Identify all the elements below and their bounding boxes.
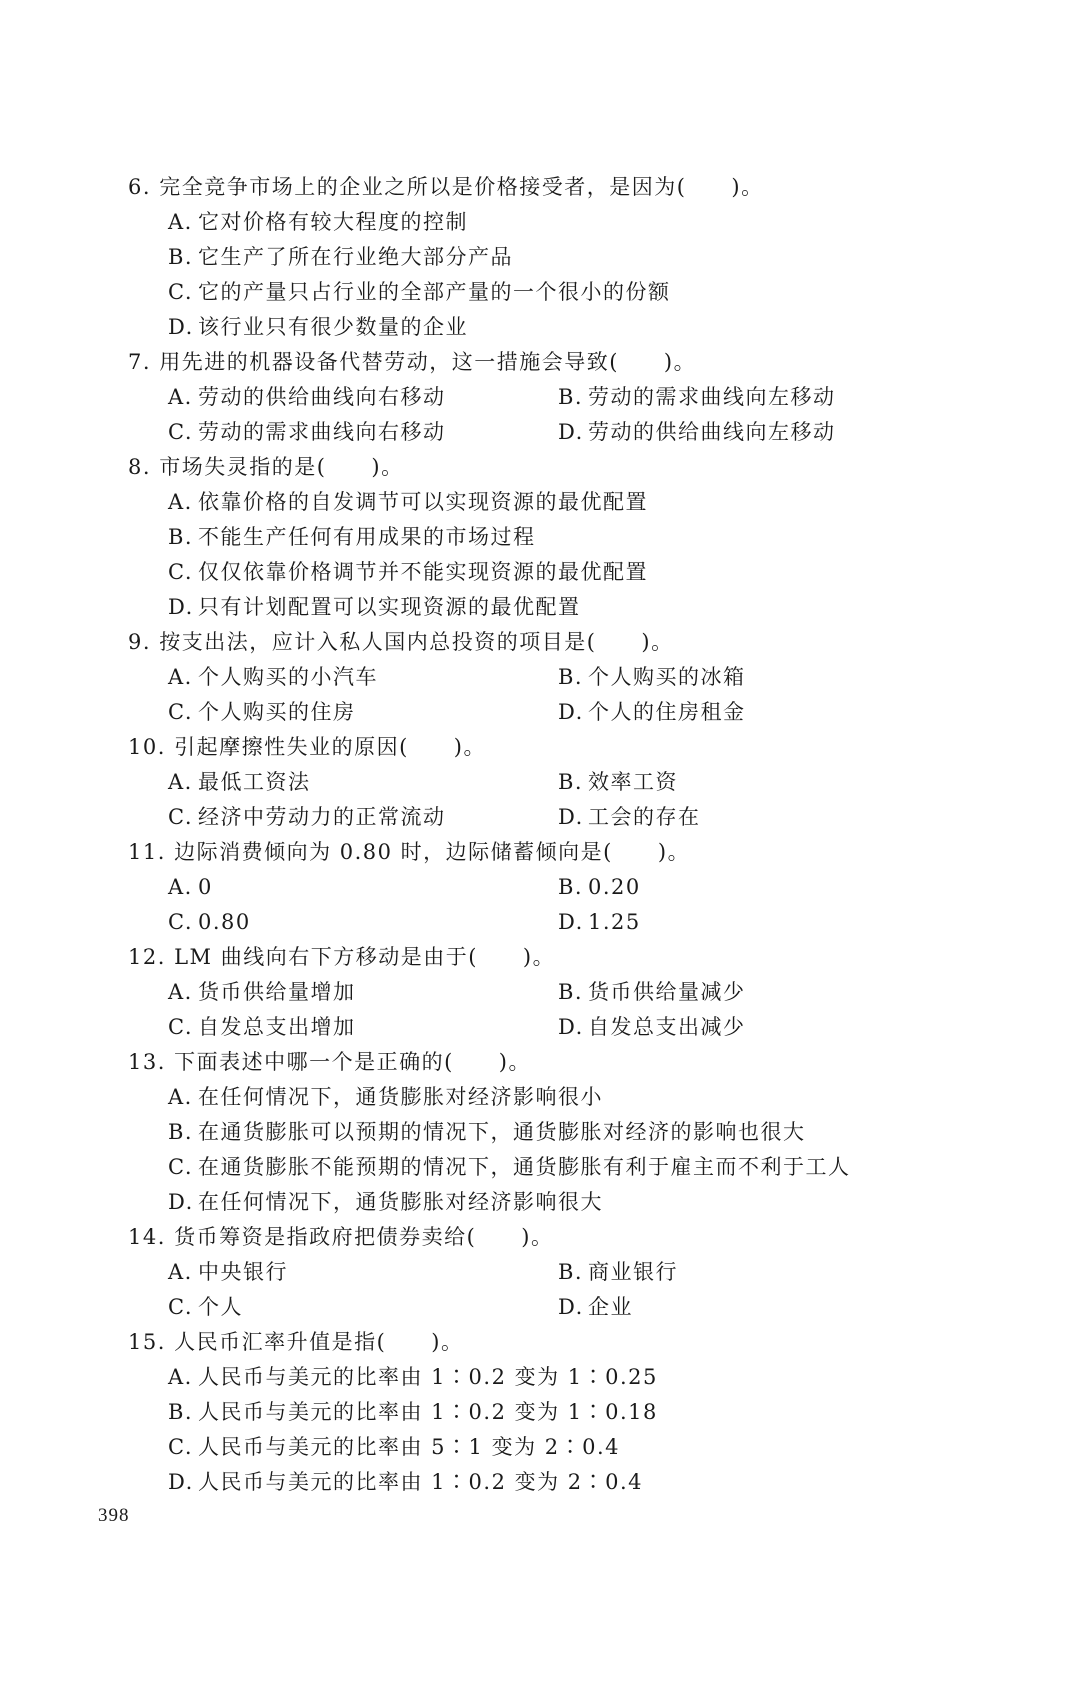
option-text: 它生产了所在行业绝大部分产品	[198, 245, 513, 269]
option-letter: D.	[168, 595, 194, 619]
option-text: 个人	[198, 1295, 243, 1319]
option-a	[168, 975, 558, 1010]
option-b	[558, 765, 948, 800]
option-letter: D.	[558, 700, 584, 724]
question-stem: 8. 市场失灵指的是( )。	[128, 455, 404, 479]
option-a	[168, 870, 558, 905]
option-text: 人民币与美元的比率由 1∶0.2 变为 1∶0.18	[198, 1400, 658, 1424]
question-10	[128, 730, 948, 835]
question-7	[128, 345, 948, 450]
option-text: 商业银行	[588, 1260, 678, 1284]
option-text: 0.80	[198, 910, 251, 934]
option-letter: C.	[168, 1295, 193, 1319]
option-text: 在任何情况下，通货膨胀对经济影响很大	[198, 1190, 603, 1214]
option-letter: B.	[558, 980, 584, 1004]
option-text: 劳动的需求曲线向右移动	[198, 420, 446, 444]
option-text: 劳动的供给曲线向右移动	[198, 385, 446, 409]
option-text: 企业	[588, 1295, 633, 1319]
question-11	[128, 835, 948, 940]
option-b	[168, 1395, 948, 1430]
option-a	[168, 660, 558, 695]
option-letter: C.	[168, 910, 193, 934]
option-c	[168, 275, 948, 310]
option-b	[168, 1115, 948, 1150]
option-d	[558, 695, 948, 730]
option-b	[558, 1255, 948, 1290]
option-text: 在任何情况下，通货膨胀对经济影响很小	[198, 1085, 603, 1109]
option-text: 自发总支出增加	[198, 1015, 356, 1039]
option-d	[558, 800, 948, 835]
option-list	[168, 380, 948, 450]
option-row	[168, 380, 948, 415]
option-letter: A.	[168, 875, 193, 899]
option-letter: B.	[168, 1400, 194, 1424]
option-text: 劳动的需求曲线向左移动	[588, 385, 836, 409]
option-d	[558, 1290, 948, 1325]
option-row	[168, 975, 948, 1010]
option-d	[168, 310, 948, 345]
option-letter: D.	[558, 420, 584, 444]
option-b	[168, 520, 948, 555]
option-d	[168, 1185, 948, 1220]
option-text: 中央银行	[198, 1260, 288, 1284]
option-letter: B.	[558, 770, 584, 794]
question-stem: 11. 边际消费倾向为 0.80 时，边际储蓄倾向是( )。	[128, 840, 691, 864]
option-text: 它的产量只占行业的全部产量的一个很小的份额	[198, 280, 671, 304]
option-a	[168, 1255, 558, 1290]
question-stem: 10. 引起摩擦性失业的原因( )。	[128, 735, 486, 759]
option-text: 经济中劳动力的正常流动	[198, 805, 446, 829]
question-9	[128, 625, 948, 730]
option-letter: C.	[168, 805, 193, 829]
option-text: 只有计划配置可以实现资源的最优配置	[198, 595, 581, 619]
option-letter: B.	[558, 385, 584, 409]
question-8	[128, 450, 948, 625]
option-letter: D.	[558, 1295, 584, 1319]
option-c	[168, 695, 558, 730]
option-letter: A.	[168, 665, 193, 689]
option-text: 它对价格有较大程度的控制	[198, 210, 468, 234]
option-text: 仅仅依靠价格调节并不能实现资源的最优配置	[198, 560, 648, 584]
option-text: 在通货膨胀不能预期的情况下，通货膨胀有利于雇主而不利于工人	[198, 1155, 851, 1179]
question-stem: 12. LM 曲线向右下方移动是由于( )。	[128, 945, 556, 969]
option-list	[168, 1255, 948, 1325]
option-b	[558, 870, 948, 905]
option-c	[168, 415, 558, 450]
question-15	[128, 1325, 948, 1500]
option-a	[168, 380, 558, 415]
option-text: 人民币与美元的比率由 1∶0.2 变为 2∶0.4	[198, 1470, 644, 1494]
option-c	[168, 1430, 948, 1465]
option-list	[168, 870, 948, 940]
option-letter: A.	[168, 1260, 193, 1284]
option-text: 个人的住房租金	[588, 700, 746, 724]
option-letter: D.	[168, 315, 194, 339]
option-letter: A.	[168, 770, 193, 794]
option-letter: D.	[168, 1190, 194, 1214]
option-letter: A.	[168, 490, 193, 514]
question-stem: 6. 完全竞争市场上的企业之所以是价格接受者，是因为( )。	[128, 175, 764, 199]
option-text: 货币供给量增加	[198, 980, 356, 1004]
option-row	[168, 660, 948, 695]
option-row	[168, 800, 948, 835]
option-text: 货币供给量减少	[588, 980, 746, 1004]
option-a	[168, 1080, 948, 1115]
question-6	[128, 170, 948, 345]
option-c	[168, 1010, 558, 1045]
option-a	[168, 1360, 948, 1395]
option-row	[168, 695, 948, 730]
option-letter: A.	[168, 385, 193, 409]
option-c	[168, 1290, 558, 1325]
option-list	[168, 1080, 948, 1220]
option-letter: B.	[168, 525, 194, 549]
option-row	[168, 415, 948, 450]
option-text: 最低工资法	[198, 770, 311, 794]
option-c	[168, 905, 558, 940]
option-b	[558, 660, 948, 695]
option-row	[168, 1255, 948, 1290]
option-letter: A.	[168, 980, 193, 1004]
option-c	[168, 555, 948, 590]
option-a	[168, 205, 948, 240]
option-text: 在通货膨胀可以预期的情况下，通货膨胀对经济的影响也很大	[198, 1120, 806, 1144]
option-list	[168, 485, 948, 625]
option-row	[168, 870, 948, 905]
option-d	[558, 905, 948, 940]
option-text: 人民币与美元的比率由 1∶0.2 变为 1∶0.25	[198, 1365, 658, 1389]
question-stem: 14. 货币筹资是指政府把债券卖给( )。	[128, 1225, 554, 1249]
option-letter: A.	[168, 1365, 193, 1389]
question-stem: 9. 按支出法，应计入私人国内总投资的项目是( )。	[128, 630, 674, 654]
option-row	[168, 765, 948, 800]
option-a	[168, 765, 558, 800]
option-letter: B.	[558, 665, 584, 689]
option-text: 0	[198, 875, 213, 899]
question-14	[128, 1220, 948, 1325]
option-letter: D.	[558, 1015, 584, 1039]
option-text: 人民币与美元的比率由 5∶1 变为 2∶0.4	[198, 1435, 621, 1459]
option-text: 自发总支出减少	[588, 1015, 746, 1039]
option-a	[168, 485, 948, 520]
page-number: 398	[98, 1505, 130, 1526]
option-list	[168, 205, 948, 345]
option-text: 工会的存在	[588, 805, 701, 829]
option-letter: C.	[168, 700, 193, 724]
option-b	[558, 380, 948, 415]
option-text: 效率工资	[588, 770, 678, 794]
option-text: 劳动的供给曲线向左移动	[588, 420, 836, 444]
option-text: 0.20	[588, 875, 641, 899]
option-d	[168, 590, 948, 625]
question-12	[128, 940, 948, 1045]
option-text: 个人购买的住房	[198, 700, 356, 724]
question-stem: 13. 下面表述中哪一个是正确的( )。	[128, 1050, 531, 1074]
option-row	[168, 1290, 948, 1325]
option-letter: C.	[168, 1435, 193, 1459]
option-d	[168, 1465, 948, 1500]
option-text: 个人购买的小汽车	[198, 665, 378, 689]
option-letter: A.	[168, 1085, 193, 1109]
option-row	[168, 905, 948, 940]
option-letter: D.	[558, 805, 584, 829]
option-letter: A.	[168, 210, 193, 234]
option-letter: C.	[168, 280, 193, 304]
option-text: 个人购买的冰箱	[588, 665, 746, 689]
question-13	[128, 1045, 948, 1220]
option-letter: B.	[168, 1120, 194, 1144]
option-text: 依靠价格的自发调节可以实现资源的最优配置	[198, 490, 648, 514]
option-row	[168, 1010, 948, 1045]
option-c	[168, 1150, 948, 1185]
option-letter: C.	[168, 420, 193, 444]
option-letter: B.	[558, 875, 584, 899]
question-stem: 7. 用先进的机器设备代替劳动，这一措施会导致( )。	[128, 350, 697, 374]
question-stem: 15. 人民币汇率升值是指( )。	[128, 1330, 464, 1354]
option-letter: C.	[168, 560, 193, 584]
option-list	[168, 765, 948, 835]
option-letter: C.	[168, 1015, 193, 1039]
option-letter: C.	[168, 1155, 193, 1179]
option-b	[168, 240, 948, 275]
option-text: 不能生产任何有用成果的市场过程	[198, 525, 536, 549]
option-list	[168, 660, 948, 730]
option-b	[558, 975, 948, 1010]
option-letter: D.	[168, 1470, 194, 1494]
option-letter: B.	[168, 245, 194, 269]
option-c	[168, 800, 558, 835]
option-text: 1.25	[588, 910, 641, 934]
option-list	[168, 1360, 948, 1500]
option-d	[558, 415, 948, 450]
option-letter: B.	[558, 1260, 584, 1284]
option-letter: D.	[558, 910, 584, 934]
option-d	[558, 1010, 948, 1045]
option-list	[168, 975, 948, 1045]
option-text: 该行业只有很少数量的企业	[198, 315, 468, 339]
